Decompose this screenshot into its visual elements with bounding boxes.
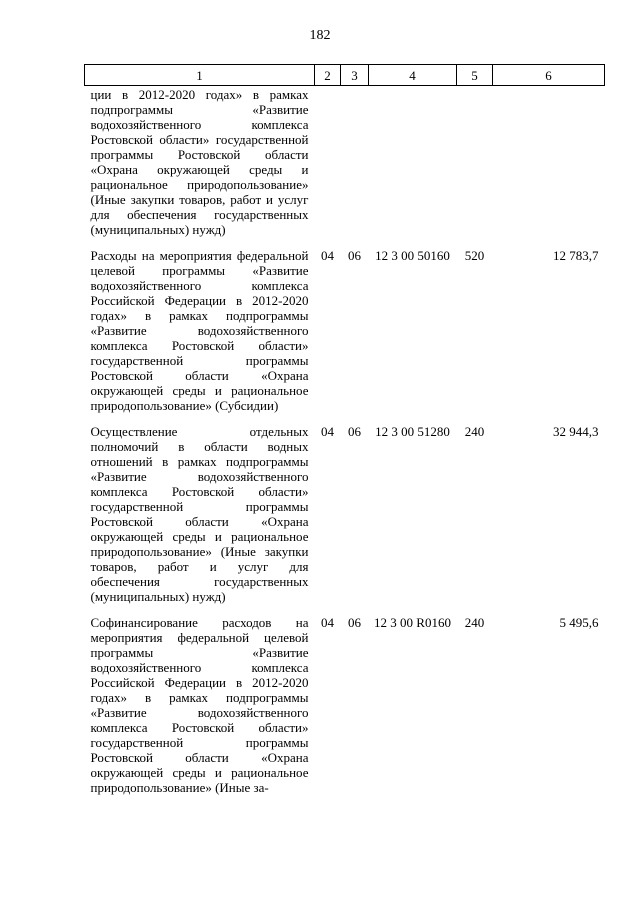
table-row (85, 246, 605, 422)
header-col-4: 4 (369, 65, 457, 86)
row-description: Расходы на мероприятия федеральной целевой программы «Развитие водохозяйственного комплекса Российской Федерации в 2012-2020 годах» в рамках подпрограммы «Развитие водохозяйственного комплекса Ростовской области» государственной программы Ростовской области «Охрана окружающей среды и рациональное природопользование» (Субсидии) (90, 248, 309, 413)
page-number: 182 (309, 28, 331, 43)
row-col-3: 06 (348, 424, 361, 439)
row-col-6: 12 783,7 (553, 248, 599, 263)
header-row (85, 65, 605, 86)
table-header (85, 65, 605, 86)
table-row (85, 422, 605, 613)
row-col-2: 04 (321, 424, 334, 439)
row-col-2 (315, 86, 341, 247)
row-col-4 (369, 86, 457, 247)
budget-table (84, 64, 605, 804)
table-body (85, 86, 605, 805)
row-col-6: 32 944,3 (553, 424, 599, 439)
row-col-5 (457, 86, 493, 247)
header-col-6: 6 (493, 65, 605, 86)
row-col-2: 04 (321, 248, 334, 263)
row-description: Осуществление отдельных полномочий в области водных отношений в рамках подпрограммы «Развитие водохозяйственного комплекса Ростовской области» государственной программы Ростовской области «Охрана окружающей среды и рациональное природопользование» (Иные закупки товаров, работ и услуг для обеспечения государственных (муниципальных) нужд) (90, 424, 309, 604)
table-row (85, 613, 605, 804)
row-description: ции в 2012-2020 годах» в рамках подпрограммы «Развитие водохозяйственного комплекса Ростовской области» государственной программы Ростовской области «Охрана окружающей среды и рациональное природопользование» (Иные закупки товаров, работ и услуг для обеспечения государственных (муниципальных) нужд) (90, 87, 309, 237)
header-col-3: 3 (341, 65, 369, 86)
row-col-6 (493, 86, 605, 247)
header-col-2: 2 (315, 65, 341, 86)
row-col-4: 12 3 00 51280 (375, 424, 450, 439)
table-row (85, 86, 605, 247)
header-col-5: 5 (457, 65, 493, 86)
row-col-3 (341, 86, 369, 247)
row-col-5: 240 (464, 615, 485, 630)
row-col-3: 06 (348, 615, 361, 630)
row-col-2: 04 (321, 615, 334, 630)
row-col-5: 520 (464, 248, 485, 263)
row-col-5: 240 (464, 424, 485, 439)
row-col-4: 12 3 00 R0160 (374, 615, 451, 630)
row-description: Софинансирование расходов на мероприятия федеральной целевой программы «Развитие водохозяйственного комплекса Российской Федерации в 2012-2020 годах» в рамках подпрограммы «Развитие водохозяйственного комплекса Ростовской области» государственной программы Ростовской области «Охрана окружающей среды и рациональное природопользование» (Иные за- (90, 615, 309, 795)
row-col-3: 06 (348, 248, 361, 263)
header-col-1: 1 (85, 65, 315, 86)
row-col-4: 12 3 00 50160 (375, 248, 450, 263)
row-col-6: 5 495,6 (559, 615, 599, 630)
